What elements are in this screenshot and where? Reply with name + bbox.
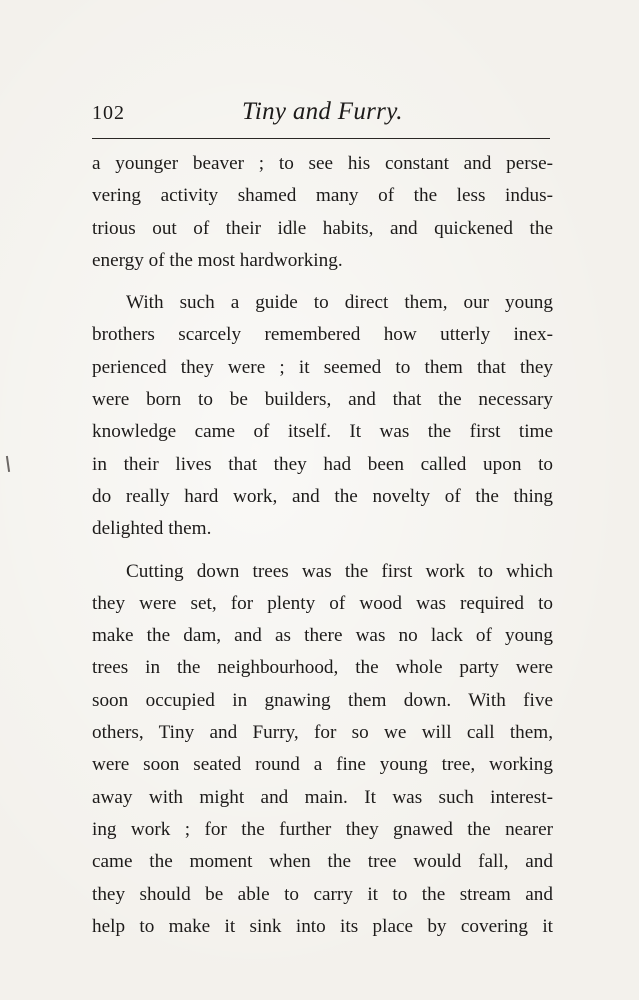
text-line: they should be able to carry it to the stream and <box>92 883 553 905</box>
paragraph-2 <box>92 287 553 545</box>
paragraph-1 <box>92 148 553 277</box>
text-line: were born to be builders, and that the necessary <box>92 389 553 411</box>
text-line: a younger beaver ; to see his constant and perse- <box>92 153 553 174</box>
text-line: ing work ; for the further they gnawed the nearer <box>92 818 553 840</box>
text-line: delighted them. <box>92 518 212 540</box>
running-title: Tiny and Furry. <box>242 98 403 125</box>
text-line: trees in the neighbourhood, the whole party were <box>92 657 553 679</box>
text-line: vering activity shamed many of the less indus- <box>92 185 553 207</box>
text-line: energy of the most hardworking. <box>92 249 343 271</box>
text-line: soon occupied in gnawing them down. With five <box>92 689 553 711</box>
header-rule <box>92 138 550 139</box>
text-line: were soon seated round a fine young tree, working <box>92 754 553 776</box>
running-head <box>92 98 550 128</box>
text-line: Cutting down trees was the first work to which <box>126 560 553 582</box>
text-line: in their lives that they had been called upon to <box>92 453 553 475</box>
margin-mark <box>6 456 10 472</box>
text-line: help to make it sink into its place by covering it <box>92 915 553 937</box>
paragraph-gap <box>92 277 553 287</box>
text-line: came the moment when the tree would fall, and <box>92 851 553 873</box>
text-line: perienced they were ; it seemed to them that they <box>92 356 553 378</box>
text-line: make the dam, and as there was no lack of young <box>92 625 553 647</box>
text-line: brothers scarcely remembered how utterly inex- <box>92 324 553 346</box>
paragraph-3 <box>92 556 553 944</box>
text-line: they were set, for plenty of wood was required to <box>92 592 553 614</box>
body-text <box>92 148 553 943</box>
text-line: others, Tiny and Furry, for so we will call them, <box>92 722 553 744</box>
page-number: 102 <box>92 102 125 124</box>
paragraph-gap <box>92 546 553 556</box>
text-line: do really hard work, and the novelty of the thing <box>92 485 553 507</box>
text-line: knowledge came of itself. It was the first time <box>92 421 553 443</box>
text-line: away with might and main. It was such interest- <box>92 786 553 808</box>
text-line: trious out of their idle habits, and quickened the <box>92 217 553 239</box>
text-line: With such a guide to direct them, our young <box>126 292 553 314</box>
